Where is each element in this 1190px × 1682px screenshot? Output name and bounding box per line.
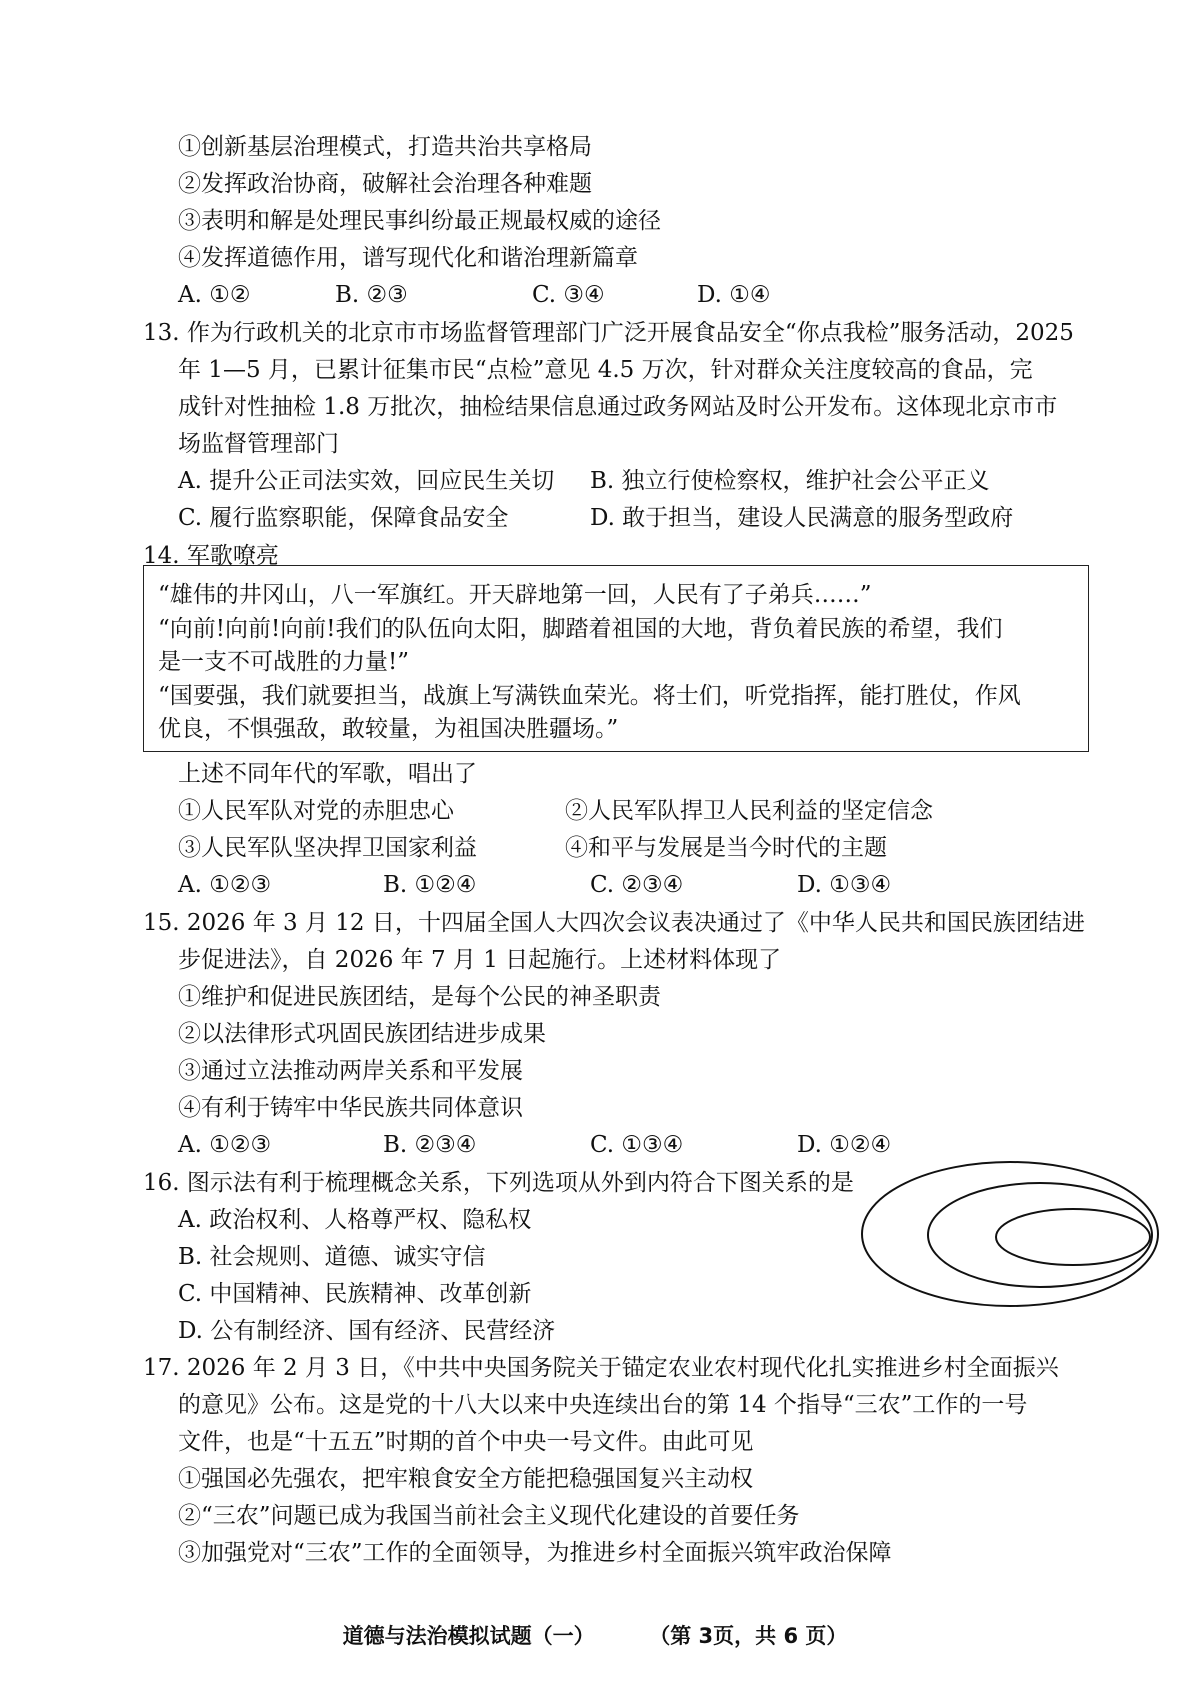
q15-stem-line-1: 15. 2026 年 3 月 12 日，十四届全国人大四次会议表决通过了《中华人民共和国民族团结进	[143, 910, 1085, 936]
q15-option-d: D. ①②④	[797, 1132, 892, 1158]
q13-option-d: D. 敢于担当，建设人民满意的服务型政府	[590, 505, 1014, 531]
q14-stem: 14. 军歌嘹亮	[143, 543, 279, 569]
q15-item-2: ②以法律形式巩固民族团结进步成果	[178, 1021, 546, 1047]
q16-option-c: C. 中国精神、民族精神、改革创新	[178, 1281, 532, 1307]
q13-option-a: A. 提升公正司法实效，回应民生关切	[178, 468, 555, 494]
q12-item-2: ②发挥政治协商，破解社会治理各种难题	[178, 171, 592, 197]
q15-item-1: ①维护和促进民族团结，是每个公民的神圣职责	[178, 984, 661, 1010]
q16-option-b: B. 社会规则、道德、诚实守信	[178, 1244, 486, 1270]
page-number: （第 3页，共 6 页）	[649, 1624, 848, 1648]
q17-stem-line-1: 17. 2026 年 2 月 3 日，《中共中央国务院关于锚定农业农村现代化扎实推进乡村全面振兴	[143, 1355, 1059, 1381]
q14-option-c: C. ②③④	[590, 872, 684, 898]
q12-option-a: A. ①②	[178, 282, 251, 308]
q14-lyric-line-4: “国要强，我们就要担当，战旗上写满铁血荣光。将士们，听党指挥，能打胜仗，作风	[158, 683, 1021, 709]
q15-option-c: C. ①③④	[590, 1132, 684, 1158]
q13-stem-line-4: 场监督管理部门	[178, 431, 339, 457]
q17-item-2: ②“三农”问题已成为我国当前社会主义现代化建设的首要任务	[178, 1503, 800, 1529]
q12-option-b: B. ②③	[335, 282, 408, 308]
q13-stem-line-1: 13. 作为行政机关的北京市市场监督管理部门广泛开展食品安全“你点我检”服务活动，2025	[143, 320, 1074, 346]
q16-stem: 16. 图示法有利于梳理概念关系，下列选项从外到内符合下图关系的是	[143, 1170, 854, 1196]
inner-ellipse	[996, 1209, 1150, 1265]
q13-stem-line-2: 年 1—5 月，已累计征集市民“点检”意见 4.5 万次，针对群众关注度较高的食品，完	[178, 357, 1033, 383]
q15-item-4: ④有利于铸牢中华民族共同体意识	[178, 1095, 523, 1121]
q14-item-3: ③人民军队坚决捍卫国家利益	[178, 835, 477, 861]
q14-item-4: ④和平与发展是当今时代的主题	[565, 835, 887, 861]
q14-option-d: D. ①③④	[797, 872, 892, 898]
q16-option-a: A. 政治权利、人格尊严权、隐私权	[178, 1207, 532, 1233]
q17-stem-line-3: 文件，也是“十五五”时期的首个中央一号文件。由此可见	[178, 1429, 754, 1455]
q14-lyric-line-2: “向前!向前!向前!我们的队伍向太阳，脚踏着祖国的大地，背负着民族的希望，我们	[158, 616, 1003, 642]
q13-stem-line-3: 成针对性抽检 1.8 万批次，抽检结果信息通过政务网站及时公开发布。这体现北京市市	[178, 394, 1058, 420]
exam-title: 道德与法治模拟试题（一）	[342, 1624, 595, 1648]
q14-prompt: 上述不同年代的军歌，唱出了	[178, 761, 477, 787]
q12-item-4: ④发挥道德作用，谱写现代化和谐治理新篇章	[178, 245, 638, 271]
page-footer	[0, 1620, 1190, 1650]
q14-item-1: ①人民军队对党的赤胆忠心	[178, 798, 454, 824]
q13-option-c: C. 履行监察职能，保障食品安全	[178, 505, 509, 531]
q14-item-2: ②人民军队捍卫人民利益的坚定信念	[565, 798, 933, 824]
q15-option-b: B. ②③④	[383, 1132, 477, 1158]
q14-option-a: A. ①②③	[178, 872, 272, 898]
q12-option-c: C. ③④	[532, 282, 605, 308]
q12-item-3: ③表明和解是处理民事纠纷最正规最权威的途径	[178, 208, 661, 234]
q15-option-a: A. ①②③	[178, 1132, 272, 1158]
q17-stem-line-2: 的意见》公布。这是党的十八大以来中央连续出台的第 14 个指导“三农”工作的一号	[178, 1392, 1028, 1418]
q12-option-d: D. ①④	[697, 282, 771, 308]
middle-ellipse	[928, 1183, 1152, 1287]
q15-item-3: ③通过立法推动两岸关系和平发展	[178, 1058, 523, 1084]
q17-item-3: ③加强党对“三农”工作的全面领导，为推进乡村全面振兴筑牢政治保障	[178, 1540, 892, 1566]
nested-ellipses-diagram	[858, 1158, 1161, 1310]
q14-lyric-line-5: 优良，不惧强敌，敢较量，为祖国决胜疆场。”	[158, 716, 619, 742]
q15-stem-line-2: 步促进法》，自 2026 年 7 月 1 日起施行。上述材料体现了	[178, 947, 782, 973]
q12-item-1: ①创新基层治理模式，打造共治共享格局	[178, 134, 592, 160]
q16-option-d: D. 公有制经济、国有经济、民营经济	[178, 1318, 556, 1344]
q17-item-1: ①强国必先强农，把牢粮食安全方能把稳强国复兴主动权	[178, 1466, 753, 1492]
q14-lyric-line-1: “雄伟的井冈山，八一军旗红。开天辟地第一回，人民有了子弟兵……”	[158, 582, 872, 608]
q14-lyric-line-3: 是一支不可战胜的力量!”	[158, 649, 410, 675]
q13-option-b: B. 独立行使检察权，维护社会公平正义	[590, 468, 990, 494]
q14-option-b: B. ①②④	[383, 872, 477, 898]
